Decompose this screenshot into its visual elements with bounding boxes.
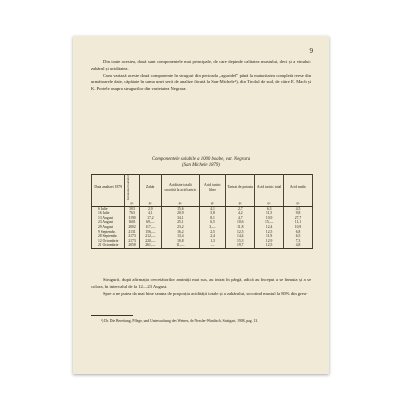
table-cell: 6,5 <box>199 220 226 225</box>
table-cell: 261,— <box>139 243 161 248</box>
table-cell: 28 Septembr. <box>92 234 125 239</box>
unit-cell: gr. <box>226 200 255 206</box>
column-header-date: Data analizei 1879 <box>92 175 125 201</box>
table-row <box>92 243 313 248</box>
table-cell: 212,— <box>139 234 161 239</box>
table-cell: 23 August <box>92 220 125 225</box>
table-cell: 10,8 <box>161 239 199 244</box>
column-header-total-tartaric: Acid tartric total <box>255 175 284 201</box>
book-page <box>73 36 329 374</box>
table-cell: 25,1 <box>161 220 199 225</box>
table-cell: 4,7 <box>226 216 255 221</box>
table-cell: 12 Octombrie <box>92 239 125 244</box>
column-header-weight: Greutatea boabelor <box>125 175 139 201</box>
table-cell: 29 August <box>92 225 125 230</box>
paragraph: Din toate acestea, două sunt componentele mai principale, de care depinde calitatea mustului, deci și a vinului: zahărul și aciditatea. <box>91 59 311 71</box>
paragraph: Strugurii, după afirmația cercetătorilor amintiți mai sus, au intrat în pârgă, adică au început a se înmuia și a se colora, în intervalul de la 12—23 August. <box>91 277 311 289</box>
table-cell: 763 <box>125 211 139 216</box>
column-header-potassium-tartrate: Tartrat de potasiu <box>226 175 255 201</box>
table-cell: 503 <box>125 206 139 211</box>
table-cell: 6,8 <box>284 230 313 235</box>
table-cell: 15,3 <box>226 239 255 244</box>
table-cell: 6 Iulie <box>92 206 125 211</box>
table-cell: 11,8 <box>226 225 255 230</box>
table-caption-title: Componentele solubile a 1000 boabe, var. Negrara <box>151 157 251 162</box>
table-cell: 13 August <box>92 216 125 221</box>
table-cell: 11,1 <box>284 220 313 225</box>
table-cell: 9,8 <box>284 211 313 216</box>
table-cell: 2058 <box>125 243 139 248</box>
table-cell: — <box>199 243 226 248</box>
table-cell: 12,4 <box>255 225 284 230</box>
table-cell: 11,— <box>161 243 199 248</box>
table-cell: 2131 <box>125 230 139 235</box>
table-cell: 11,9 <box>255 234 284 239</box>
column-header-malic: Acid malic <box>284 175 313 201</box>
table-cell: 23,2 <box>161 225 199 230</box>
table-cell: 2,9 <box>139 206 161 211</box>
data-table <box>91 174 313 249</box>
unit-cell: gr. <box>255 200 284 206</box>
table-cell: 13,4 <box>161 234 199 239</box>
paragraph: Spre a ne putea da mai bine seama de proporția acidității totale și a zahărului, socotind mustul la 80% din greu- <box>103 290 308 296</box>
table-cell: 220,— <box>139 239 161 244</box>
table-cell: 12,9 <box>255 239 284 244</box>
table-cell: 6,5 <box>284 234 313 239</box>
table-cell: 69,— <box>139 220 161 225</box>
table-cell: 19,7 <box>226 243 255 248</box>
unit-cell: gr. <box>161 200 199 206</box>
table-cell: 2002 <box>125 225 139 230</box>
footnote: ¹) Dr. Die Bereitung, Pflege, und Untersuchung des Weines, de Nessler-Windisch. Stuttgart, 1908, pag. 13. <box>101 319 259 323</box>
table-cell: 9 Septembr. <box>92 230 125 235</box>
table-cell: 1190 <box>125 216 139 221</box>
table-cell: 1601 <box>125 220 139 225</box>
column-header-total-acidity: Aciditate totală socotită la acid tartric <box>161 175 199 201</box>
table-cell: 10,6 <box>226 220 255 225</box>
table-cell: 156,— <box>139 230 161 235</box>
table-cell: 1,3 <box>199 239 226 244</box>
table-cell: 4,1 <box>199 206 226 211</box>
table-cell: 10,9 <box>284 225 313 230</box>
unit-cell: gr. <box>139 200 161 206</box>
table-cell: 12,5 <box>255 243 284 248</box>
closing-text <box>91 277 311 298</box>
footnote-divider <box>91 315 133 316</box>
unit-cell: gr. <box>199 200 226 206</box>
column-header-free-tartaric: Acid tartric liber <box>199 175 226 201</box>
table-cell: 34,1 <box>161 216 199 221</box>
table-cell: 4,1 <box>139 211 161 216</box>
table-cell: 2173 <box>125 239 139 244</box>
table-cell: 11,5 <box>255 211 284 216</box>
table-cell: 2,4 <box>199 234 226 239</box>
table-cell: 2,7 <box>226 206 255 211</box>
table-cell: 21 Octombrie <box>92 243 125 248</box>
intro-text <box>91 59 311 93</box>
table-cell: 16,2 <box>161 230 199 235</box>
table-cell: 12,5 <box>255 230 284 235</box>
table-cell: 8,1 <box>199 216 226 221</box>
table-caption-subtitle: (San Michele 1879) <box>182 163 220 168</box>
table-cell: 20,9 <box>161 211 199 216</box>
paragraph: Cum variază aceste două componente în struguri din perioada „agurideî” până la maturitatea completă reese din următoarele date, căpătate în urma unei serii de analize făcută la San-Michele¹), din Tirolul de sud, de către E. Mach și K. Portele asupra strugurilor din varietatea Negrara: <box>91 72 311 91</box>
table-cell: 6,3 <box>255 206 284 211</box>
table-caption <box>91 157 311 169</box>
table-cell: 27,7 <box>284 216 313 221</box>
table-cell: 15,— <box>255 220 284 225</box>
table-cell: 4,2 <box>226 211 255 216</box>
table-cell: 16 Iulie <box>92 211 125 216</box>
unit-cell: gr. <box>125 200 139 206</box>
table-cell: 4,8 <box>284 243 313 248</box>
table-cell: 117,— <box>139 225 161 230</box>
table-cell: 2,5 <box>199 230 226 235</box>
table-cell: 12,5 <box>226 230 255 235</box>
table-cell: 14,4 <box>226 234 255 239</box>
table-cell: 15,6 <box>161 206 199 211</box>
table-cell: 3,— <box>199 225 226 230</box>
table-cell: 2173 <box>125 234 139 239</box>
table-cell: 10,9 <box>255 216 284 221</box>
table-cell: 7,3 <box>284 239 313 244</box>
page-number: 9 <box>309 47 313 55</box>
table-cell: 5,8 <box>199 211 226 216</box>
table-cell: 4,5 <box>284 206 313 211</box>
column-header-sugar: Zahăr <box>139 175 161 201</box>
unit-cell: gr. <box>284 200 313 206</box>
table-cell: 17,2 <box>139 216 161 221</box>
